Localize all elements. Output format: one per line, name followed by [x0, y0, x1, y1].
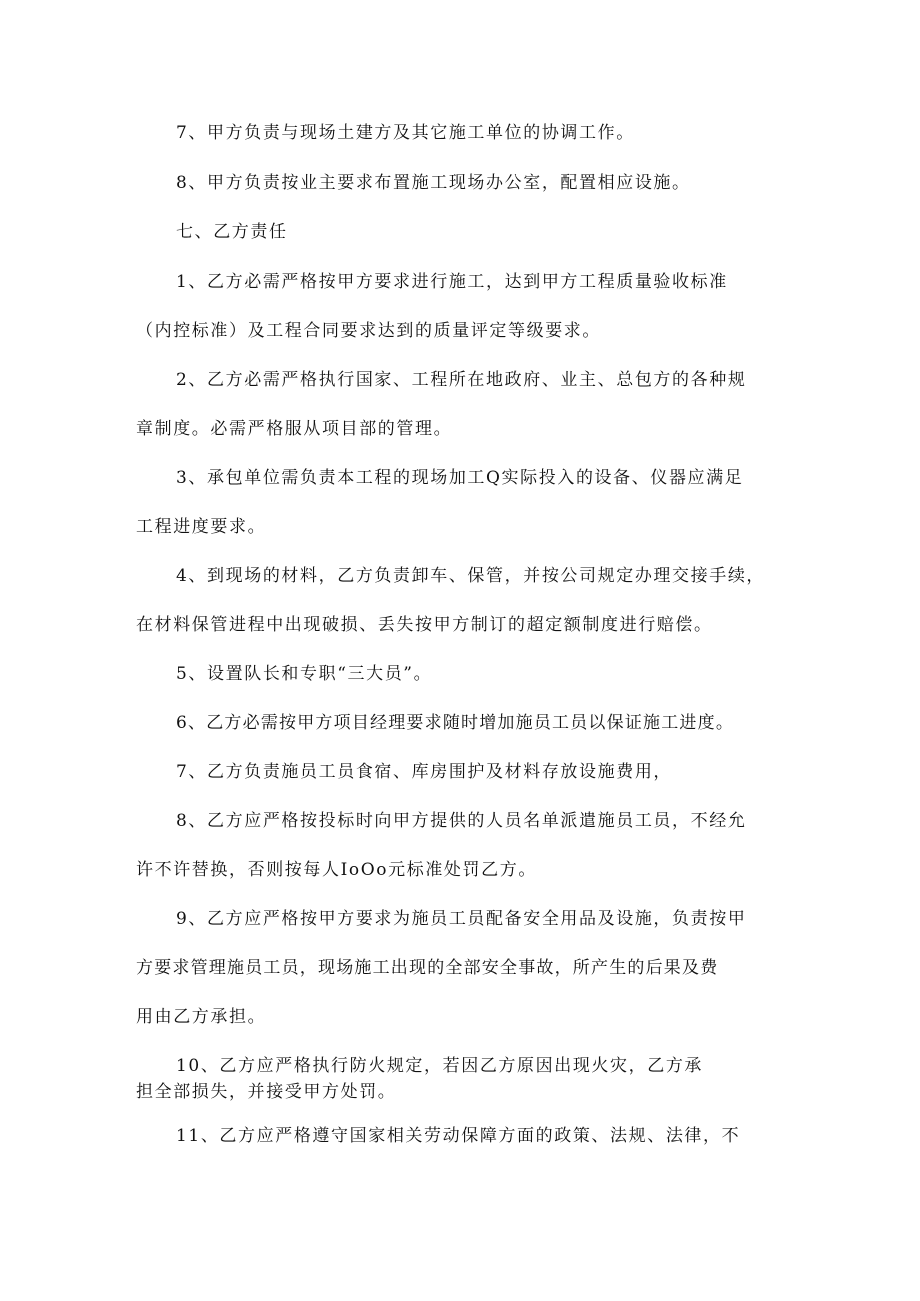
clause-b5: 5、设置队长和专职“三大员”。: [176, 664, 433, 684]
clause-b4-line1: 4、到现场的材料，乙方负责卸车、保管，并按公司规定办理交接手续，: [176, 566, 766, 586]
clause-b7: 7、乙方负责施员工员食宿、库房围护及材料存放设施费用，: [176, 762, 673, 782]
section-heading-7: 七、乙方责任: [176, 222, 288, 242]
clause-b9-line3: 用由乙方承担。: [136, 1007, 267, 1027]
clause-b2-line2: 章制度。必需严格服从项目部的管理。: [136, 419, 453, 439]
clause-b1-line2: （内控标准）及工程合同要求达到的质量评定等级要求。: [136, 321, 601, 341]
clause-b8-line2: 许不许替换，否则按每人IoOo元标准处罚乙方。: [136, 860, 537, 880]
clause-b8-line1: 8、乙方应严格按投标时向甲方提供的人员名单派遣施员工员，不经允: [176, 811, 747, 831]
clause-b3-line2: 工程进度要求。: [136, 517, 267, 537]
clause-b11-line1: 11、乙方应严格遵守国家相关劳动保障方面的政策、法规、法律，不: [176, 1126, 741, 1146]
clause-b2-line1: 2、乙方必需严格执行国家、工程所在地政府、业主、总包方的各种规: [176, 370, 747, 390]
clause-b1-line1: 1、乙方必需严格按甲方要求进行施工，达到甲方工程质量验收标准: [176, 272, 728, 292]
clause-b9-line2: 方要求管理施员工员，现场施工出现的全部安全事故，所产生的后果及费: [136, 958, 719, 978]
clause-b3-line1: 3、承包单位需负责本工程的现场加工Q实际投入的设备、仪器应满足: [176, 468, 744, 488]
clause-b4-line2: 在材料保管进程中出现破损、丢失按甲方制订的超定额制度进行赔偿。: [136, 615, 713, 635]
clause-a8: 8、甲方负责按业主要求布置施工现场办公室，配置相应设施。: [176, 173, 691, 193]
clause-a7: 7、甲方负责与现场土建方及其它施工单位的协调工作。: [176, 123, 635, 143]
clause-b10-line1: 10、乙方应严格执行防火规定，若因乙方原因出现火灾，乙方承: [176, 1056, 704, 1076]
clause-b10-line2: 担全部损失，并接受甲方处罚。: [136, 1082, 397, 1102]
clause-b9-line1: 9、乙方应严格按甲方要求为施员工员配备安全用品及设施，负责按甲: [176, 909, 747, 929]
clause-b6: 6、乙方必需按甲方项目经理要求随时增加施员工员以保证施工进度。: [176, 713, 735, 733]
